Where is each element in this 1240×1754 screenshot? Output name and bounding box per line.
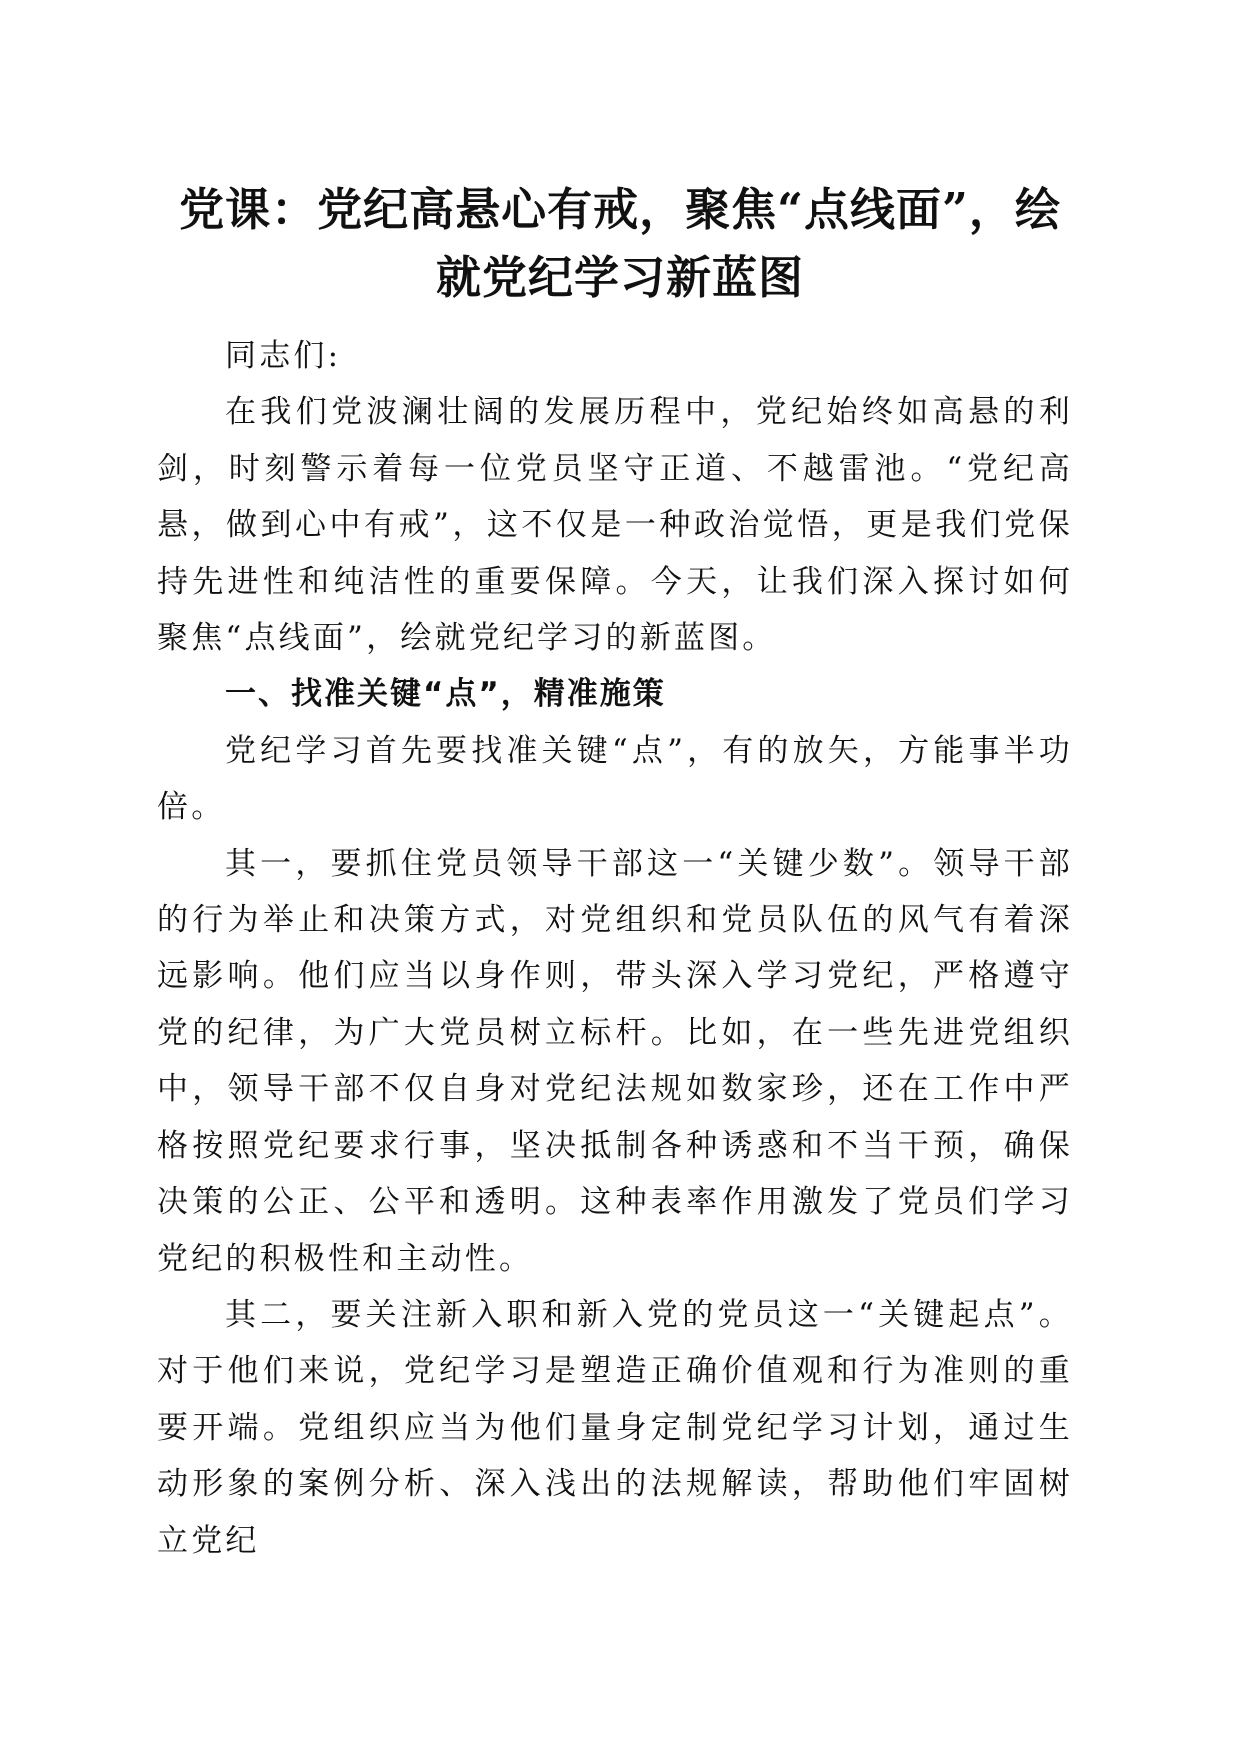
intro-paragraph: 在我们党波澜壮阔的发展历程中，党纪始终如高悬的利剑，时刻警示着每一位党员坚守正道、不越雷池。“党纪高悬，做到心中有戒”，这不仅是一种政治觉悟，更是我们党保持先进性和纯洁性的重要保障。今天，让我们深入探讨如何聚焦“点线面”，绘就党纪学习的新蓝图。 <box>157 394 1073 657</box>
point2-paragraph: 其二，要关注新入职和新入党的党员这一“关键起点”。对于他们来说，党纪学习是塑造正确价值观和行为准则的重要开端。党组织应当为他们量身定制党纪学习计划，通过生动形象的案例分析、深入浅出的法规解读，帮助他们牢固树立党纪 <box>157 1296 1073 1559</box>
title-line-1: 党课：党纪高悬心有戒，聚焦“点线面”，绘 <box>179 183 1061 236</box>
title-line-2: 就党纪学习新蓝图 <box>435 251 804 304</box>
greeting: 同志们: <box>225 338 342 374</box>
document-title <box>150 176 1090 312</box>
point1-paragraph: 其一，要抓住党员领导干部这一“关键少数”。领导干部的行为举止和决策方式，对党组织和党员队伍的风气有着深远影响。他们应当以身作则，带头深入学习党纪，严格遵守党的纪律，为广大党员树立标杆。比如，在一些先进党组织中，领导干部不仅自身对党纪法规如数家珍，还在工作中严格按照党纪要求行事，坚决抵制各种诱惑和不当干预，确保决策的公正、公平和透明。这种表率作用激发了党员们学习党纪的积极性和主动性。 <box>157 845 1073 1277</box>
section-heading-1: 一、找准关键“点”，精准施策 <box>225 676 666 713</box>
section1-lead-paragraph: 党纪学习首先要找准关键“点”，有的放矢，方能事半功倍。 <box>157 732 1073 826</box>
document-body <box>157 328 1073 1569</box>
